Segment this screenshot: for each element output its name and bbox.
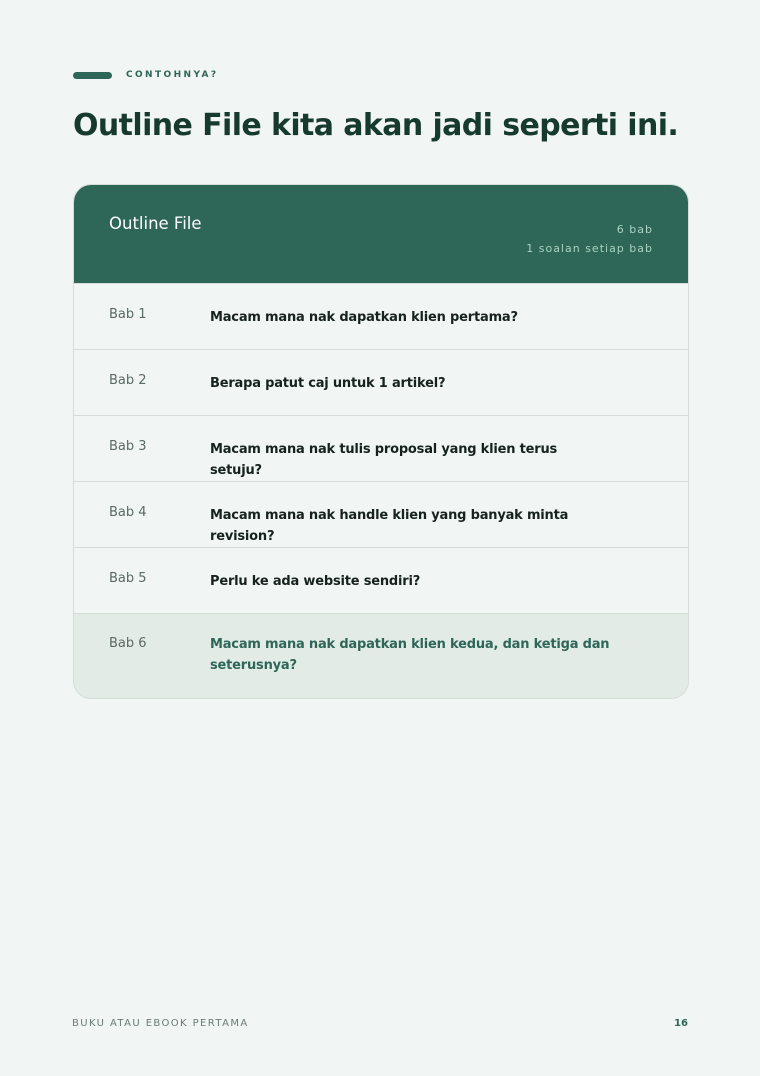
- chapter-label: Bab 1: [109, 307, 147, 322]
- outline-row-highlighted: [74, 613, 688, 698]
- outline-row: [74, 481, 688, 547]
- chapter-question: Macam mana nak dapatkan klien kedua, dan ketiga dan seterusnya?: [210, 637, 610, 673]
- eyebrow: [73, 70, 218, 80]
- footer-book-title: BUKU ATAU EBOOK PERTAMA: [72, 1018, 249, 1029]
- outline-row: [74, 415, 688, 481]
- eyebrow-accent-bar: [73, 72, 112, 79]
- outline-card-title: Outline File: [109, 214, 202, 233]
- chapter-question: Macam mana nak dapatkan klien pertama?: [210, 310, 518, 325]
- outline-row: [74, 547, 688, 613]
- questions-per-chapter: 1 soalan setiap bab: [526, 242, 653, 255]
- chapter-label: Bab 2: [109, 373, 147, 388]
- outline-card-header: [74, 185, 688, 283]
- outline-card: [73, 184, 689, 699]
- page-title: Outline File kita akan jadi seperti ini.: [73, 108, 679, 143]
- eyebrow-label: CONTOHNYA?: [126, 70, 219, 80]
- page-number: 16: [674, 1018, 688, 1029]
- chapter-question: Macam mana nak tulis proposal yang klien terus setuju?: [210, 442, 558, 478]
- outline-row: [74, 283, 688, 349]
- chapter-question: Macam mana nak handle klien yang banyak minta revision?: [210, 508, 569, 544]
- chapter-label: Bab 4: [109, 505, 147, 520]
- chapter-label: Bab 3: [109, 439, 147, 454]
- chapter-question: Perlu ke ada website sendiri?: [210, 574, 421, 589]
- chapter-label: Bab 6: [109, 636, 147, 651]
- chapter-count: 6 bab: [616, 223, 653, 236]
- outline-row: [74, 349, 688, 415]
- outline-card-meta: [526, 220, 653, 258]
- chapter-question: Berapa patut caj untuk 1 artikel?: [210, 376, 446, 391]
- chapter-label: Bab 5: [109, 571, 147, 586]
